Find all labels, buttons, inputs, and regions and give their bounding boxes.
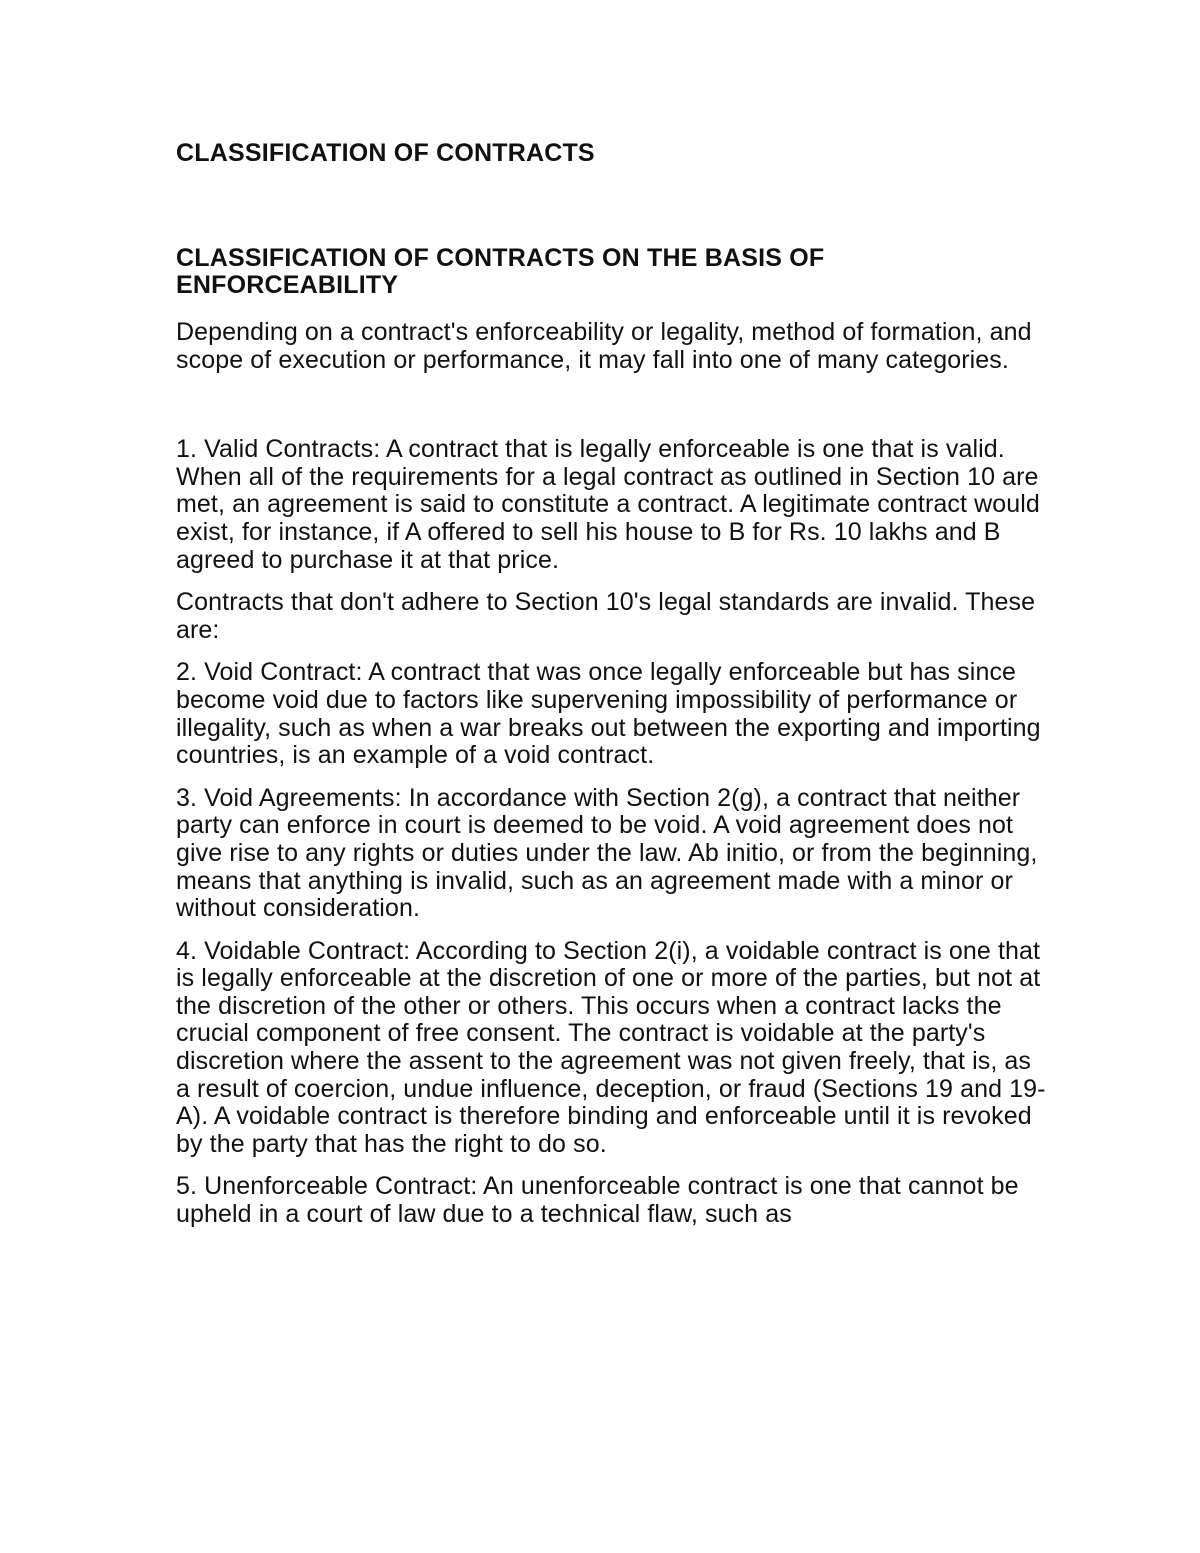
- paragraph-valid-contracts: 1. Valid Contracts: A contract that is legally enforceable is one that is valid. When all of the requirements for a legal contract as outlined in Section 10 are met, an agreement is said to constitute a contract. A legitimate contract would exist, for instance, if A offered to sell his house to B for Rs. 10 lakhs and B agreed to purchase it at that price.: [176, 435, 1040, 574]
- intro-paragraph: Depending on a contract's enforceability or legality, method of formation, and scope of execution or performance, it may fall into one of many categories.: [176, 318, 1032, 374]
- paragraph-invalid-contracts: Contracts that don't adhere to Section 10's legal standards are invalid. These are:: [176, 588, 1036, 644]
- document-title: CLASSIFICATION OF CONTRACTS: [176, 139, 595, 167]
- paragraph-void-contract: 2. Void Contract: A contract that was once legally enforceable but has since become void due to factors like supervening impossibility of performance or illegality, such as when a war breaks out between the exporting and importing countries, is an example of a void contract.: [176, 658, 1041, 770]
- paragraph-voidable-contract: 4. Voidable Contract: According to Section 2(i), a voidable contract is one that is legally enforceable at the discretion of one or more of the parties, but not at the discretion of the other or others. This occurs when a contract lacks the crucial component of free consent. The contract is voidable at the party's discretion where the assent to the agreement was not given freely, that is, as a result of coercion, undue influence, deception, or fraud (Sections 19 and 19-A). A voidable contract is therefore binding and enforceable until it is revoked by the party that has the right to do so.: [176, 936, 1046, 1158]
- section-heading: CLASSIFICATION OF CONTRACTS ON THE BASIS OF ENFORCEABILITY: [176, 244, 825, 299]
- paragraph-void-agreements: 3. Void Agreements: In accordance with Section 2(g), a contract that neither party can enforce in court is deemed to be void. A void agreement does not give rise to any rights or duties under the law. Ab initio, or from the beginning, means that anything is invalid, such as an agreement made with a minor or without consideration.: [176, 783, 1038, 923]
- paragraph-unenforceable-contract: 5. Unenforceable Contract: An unenforceable contract is one that cannot be upheld in a court of law due to a technical flaw, such as: [176, 1172, 1019, 1229]
- document-body: [176, 138, 1046, 1229]
